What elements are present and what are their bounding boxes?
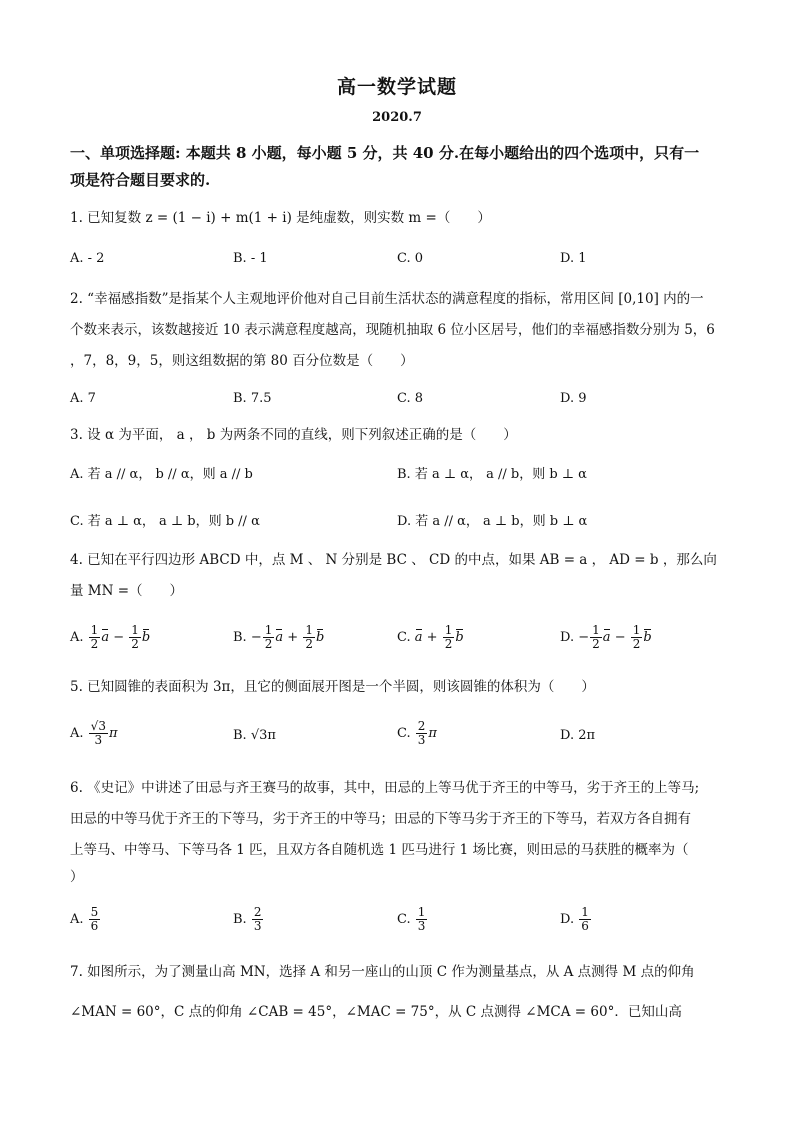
question-4-line-1: 4. 已知在平行四边形 ABCD 中，点 M 、 N 分别是 BC 、 CD 的中点，如果 AB = a ， AD = b ，那么向 [70,552,717,568]
question-2 [70,284,735,377]
question-6-line-1: 6. 《史记》中讲述了田忌与齐王赛马的故事，其中，田忌的上等马优于齐王的中等马，劣于齐王的上等马; [70,780,700,796]
option-letter: A. [70,726,84,741]
fraction: $\frac{1}{3}$ [417,905,426,933]
question-4 [70,545,735,607]
fraction: $\frac{2}{3}$ [417,719,426,747]
question-2-option-c[interactable]: C. 8 [397,391,424,406]
vector-a: a [101,630,110,645]
fraction-half: $\frac{1}{2}$ [305,623,313,651]
question-5-stem: 5. 已知圆锥的表面积为 3π，且它的侧面展开图是一个半圆，则该圆锥的体积为（ ） [70,679,595,695]
fraction-half: $\frac{1}{2}$ [264,623,273,651]
question-5-option-b[interactable]: B. √3π [233,728,276,743]
option-letter: B. [233,912,247,927]
question-6-option-d[interactable] [560,906,592,933]
fraction-half: $\frac{1}{2}$ [632,623,641,651]
question-7-line-2: ∠MAN = 60°，C 点的仰角 ∠CAB = 45°，∠MAC = 75°，从 C 点测得 ∠MCA = 60°．已知山高 [70,1004,682,1020]
plus-sign: + [287,630,299,645]
section-heading [70,140,735,194]
question-7-line-1: 7. 如图所示，为了测量山高 MN，选择 A 和另一座山的山顶 C 作为测量基点，从 A 点测得 M 点的仰角 [70,964,695,980]
fraction: $\frac{√3}{3}$ [90,719,106,747]
question-1-stem: 1. 已知复数 z = (1 − i) + m(1 + i) 是纯虚数，则实数 m =（ ） [70,210,491,226]
vector-a: a [414,630,423,645]
question-1-option-d[interactable]: D. 1 [560,251,587,266]
fraction-half: $\frac{1}{2}$ [444,623,453,651]
question-4-line-2: 量 MN =（ ） [70,583,184,599]
vector-a: a [602,630,611,645]
vector-a: a [275,630,284,645]
question-4-option-c[interactable] [397,624,464,651]
pi-symbol: π [428,726,437,741]
plus-sign: + [426,630,438,645]
question-6-option-b[interactable] [233,906,264,933]
question-4-option-d[interactable] [560,624,652,651]
question-6-option-a[interactable] [70,906,101,933]
option-letter: C. [397,912,411,927]
question-3-stem: 3. 设 α 为平面， a ， b 为两条不同的直线，则下列叙述正确的是（ ） [70,427,517,443]
option-letter: B. [233,630,247,645]
fraction-half: $\frac{1}{2}$ [131,623,139,651]
fraction-half: $\frac{1}{2}$ [90,623,99,651]
question-7 [70,952,735,1032]
option-letter: C. [397,630,411,645]
option-letter: A. [70,630,84,645]
question-2-line-1: 2. “幸福感指数”是指某个人主观地评价他对自己目前生活状态的满意程度的指标，常用区间 [0,10] 内的一 [70,291,704,307]
option-letter: C. [397,726,411,741]
question-2-option-b[interactable]: B. 7.5 [233,391,272,406]
question-2-line-3: ，7，8，9，5，则这组数据的第 80 百分位数是（ ） [70,353,414,369]
exam-title: 高一数学试题 [336,76,457,98]
question-3-option-a[interactable]: A. 若 a // α， b // α，则 a // b [70,467,253,482]
question-4-option-b[interactable] [233,624,324,651]
question-3-option-b[interactable]: B. 若 a ⊥ α， a // b，则 b ⊥ α [397,467,587,482]
question-5-option-a[interactable] [70,720,118,747]
option-letter: D. [560,912,575,927]
question-5 [70,672,735,703]
exam-date: 2020.7 [372,110,422,125]
question-3 [70,420,735,451]
question-6-line-4: ） [70,869,84,885]
minus-sign: − [578,630,590,645]
question-2-option-d[interactable]: D. 9 [560,391,587,406]
vector-b: b [455,630,464,645]
option-letter: A. [70,912,84,927]
question-6 [70,773,735,888]
question-1-option-c[interactable]: C. 0 [397,251,424,266]
question-3-option-d[interactable]: D. 若 a // α， a ⊥ b，则 b ⊥ α [397,514,588,529]
vector-b: b [643,630,652,645]
section-heading-line-1: 一、单项选择题: 本题共 8 小题，每小题 5 分，共 40 分.在每小题给出的四个选项中，只有一 [70,144,700,162]
question-6-line-3: 上等马、中等马、下等马各 1 匹，且双方各自随机选 1 匹马进行 1 场比赛，则田忌的马获胜的概率为（ [70,842,689,858]
question-2-option-a[interactable]: A. 7 [70,391,96,406]
minus-sign: − [250,630,262,645]
vector-b: b [141,630,151,645]
question-2-line-2: 个数来表示，该数越接近 10 表示满意程度越高，现随机抽取 6 位小区居号，他们的幸福感指数分别为 5，6 [70,322,715,338]
question-5-option-c[interactable] [397,720,437,747]
section-heading-line-2: 项是符合题目要求的. [70,171,211,189]
fraction: $\frac{2}{3}$ [253,905,262,933]
fraction: $\frac{1}{6}$ [581,905,589,933]
minus-sign: − [113,630,125,645]
question-1 [70,203,735,234]
fraction-half: $\frac{1}{2}$ [592,623,600,651]
question-4-option-a[interactable] [70,624,150,651]
question-6-line-2: 田忌的中等马优于齐王的下等马，劣于齐王的中等马；田忌的下等马劣于齐王的下等马，若双方各自拥有 [70,811,691,827]
question-1-option-a[interactable]: A. - 2 [70,251,105,266]
question-5-option-d[interactable]: D. 2π [560,728,596,743]
option-letter: D. [560,630,575,645]
pi-symbol: π [108,726,118,741]
question-1-option-b[interactable]: B. - 1 [233,251,268,266]
vector-b: b [315,630,325,645]
question-6-option-c[interactable] [397,906,428,933]
question-3-option-c[interactable]: C. 若 a ⊥ α， a ⊥ b，则 b // α [70,514,260,529]
minus-sign: − [614,630,626,645]
fraction: $\frac{5}{6}$ [90,905,99,933]
